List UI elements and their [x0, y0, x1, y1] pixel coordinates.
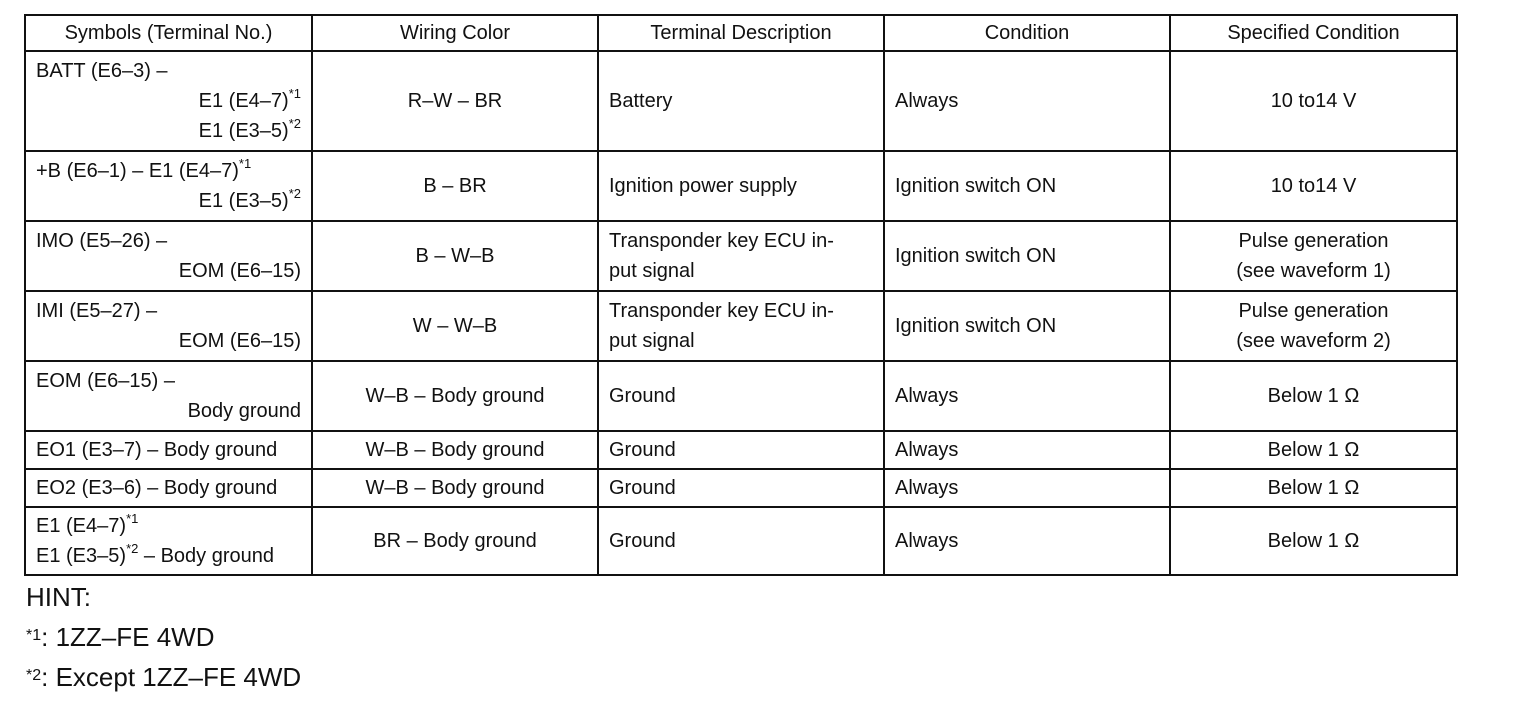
- symbol-text: E1 (E3–5): [36, 545, 127, 567]
- table-row: [25, 361, 1457, 431]
- footnote-mark: *1: [288, 86, 301, 102]
- description-line: put signal: [609, 260, 695, 282]
- footnote-mark: *1: [26, 627, 42, 644]
- specified-condition-cell: Below 1 Ω: [1170, 507, 1457, 575]
- symbol-line: [36, 511, 301, 541]
- specified-condition-cell: 10 to14 V: [1170, 151, 1457, 221]
- terminal-spec-table: [24, 14, 1458, 576]
- condition-cell: Ignition switch ON: [884, 291, 1170, 361]
- footnote-mark: *2: [126, 541, 139, 557]
- wiring-color-cell: B – W–B: [312, 221, 598, 291]
- specified-condition-cell: Below 1 Ω: [1170, 469, 1457, 507]
- terminal-description-cell: Ground: [598, 361, 884, 431]
- symbol-line: IMO (E5–26) –: [36, 230, 168, 252]
- specified-line: (see waveform 2): [1236, 330, 1391, 352]
- condition-cell: Always: [884, 361, 1170, 431]
- terminal-description-cell: Battery: [598, 51, 884, 151]
- symbol-cell: [25, 221, 312, 291]
- column-header-terminal-description: Terminal Description: [598, 15, 884, 51]
- specified-line: Pulse generation: [1238, 300, 1389, 322]
- symbol-line: Body ground: [187, 400, 301, 422]
- terminal-description-cell: Ground: [598, 507, 884, 575]
- wiring-color-cell: B – BR: [312, 151, 598, 221]
- specified-condition-cell: Below 1 Ω: [1170, 431, 1457, 469]
- symbol-text: E1 (E3–5): [198, 190, 289, 212]
- symbol-cell: EO1 (E3–7) – Body ground: [25, 431, 312, 469]
- symbol-line: [36, 156, 301, 186]
- symbol-text: E1 (E4–7): [36, 515, 127, 537]
- wiring-color-cell: W–B – Body ground: [312, 431, 598, 469]
- description-line: Transponder key ECU in-: [609, 230, 834, 252]
- description-line: put signal: [609, 330, 695, 352]
- footnote-mark: *1: [238, 156, 252, 172]
- table-row: [25, 221, 1457, 291]
- symbol-cell: [25, 291, 312, 361]
- specified-condition-cell: [1170, 221, 1457, 291]
- footnote-mark: *1: [126, 511, 139, 527]
- symbol-cell: [25, 151, 312, 221]
- hint-note: [26, 660, 301, 700]
- symbol-text: – Body ground: [138, 545, 275, 567]
- description-line: Transponder key ECU in-: [609, 300, 834, 322]
- symbol-line: [36, 116, 301, 146]
- table-row: [25, 507, 1457, 575]
- column-header-condition: Condition: [884, 15, 1170, 51]
- symbol-text: E1 (E3–5): [198, 120, 289, 142]
- table-row: [25, 51, 1457, 151]
- footnote-mark: *2: [288, 186, 301, 202]
- table-row: [25, 469, 1457, 507]
- symbol-line: IMI (E5–27) –: [36, 300, 158, 322]
- wiring-color-cell: R–W – BR: [312, 51, 598, 151]
- terminal-description-cell: Ground: [598, 431, 884, 469]
- table-row: [25, 431, 1457, 469]
- symbol-line: [36, 86, 301, 116]
- condition-cell: Ignition switch ON: [884, 151, 1170, 221]
- symbol-cell: [25, 507, 312, 575]
- specified-condition-cell: 10 to14 V: [1170, 51, 1457, 151]
- wiring-color-cell: W – W–B: [312, 291, 598, 361]
- wiring-color-cell: W–B – Body ground: [312, 361, 598, 431]
- specified-condition-cell: [1170, 291, 1457, 361]
- symbol-cell: EO2 (E3–6) – Body ground: [25, 469, 312, 507]
- hint-note-text: : 1ZZ–FE 4WD: [41, 622, 215, 652]
- column-header-specified-condition: Specified Condition: [1170, 15, 1457, 51]
- table-row: [25, 291, 1457, 361]
- condition-cell: Always: [884, 469, 1170, 507]
- terminal-description-cell: [598, 221, 884, 291]
- terminal-description-cell: [598, 291, 884, 361]
- table-row: [25, 151, 1457, 221]
- symbol-cell: [25, 361, 312, 431]
- footnote-mark: *2: [26, 667, 42, 684]
- hint-title: HINT:: [26, 582, 91, 612]
- specified-condition-cell: Below 1 Ω: [1170, 361, 1457, 431]
- symbol-line: EOM (E6–15): [178, 330, 301, 352]
- specified-line: (see waveform 1): [1236, 260, 1391, 282]
- specified-line: Pulse generation: [1238, 230, 1389, 252]
- symbol-line: [36, 186, 301, 216]
- column-header-symbols: Symbols (Terminal No.): [25, 15, 312, 51]
- condition-cell: Ignition switch ON: [884, 221, 1170, 291]
- hint-note: [26, 620, 301, 660]
- wiring-color-cell: W–B – Body ground: [312, 469, 598, 507]
- symbol-line: EOM (E6–15): [178, 260, 301, 282]
- symbol-line: BATT (E6–3) –: [36, 60, 168, 82]
- symbol-text: +B (E6–1) – E1 (E4–7): [36, 160, 239, 182]
- condition-cell: Always: [884, 431, 1170, 469]
- footnote-mark: *2: [288, 116, 301, 132]
- symbol-line: [36, 541, 301, 571]
- symbol-line: EOM (E6–15) –: [36, 370, 175, 392]
- terminal-description-cell: Ignition power supply: [598, 151, 884, 221]
- terminal-description-cell: Ground: [598, 469, 884, 507]
- wiring-color-cell: BR – Body ground: [312, 507, 598, 575]
- hint-section: [26, 580, 301, 700]
- symbol-cell: [25, 51, 312, 151]
- condition-cell: Always: [884, 507, 1170, 575]
- column-header-wiring-color: Wiring Color: [312, 15, 598, 51]
- symbol-text: E1 (E4–7): [198, 90, 289, 112]
- table-header-row: [25, 15, 1457, 51]
- hint-note-text: : Except 1ZZ–FE 4WD: [41, 662, 302, 692]
- condition-cell: Always: [884, 51, 1170, 151]
